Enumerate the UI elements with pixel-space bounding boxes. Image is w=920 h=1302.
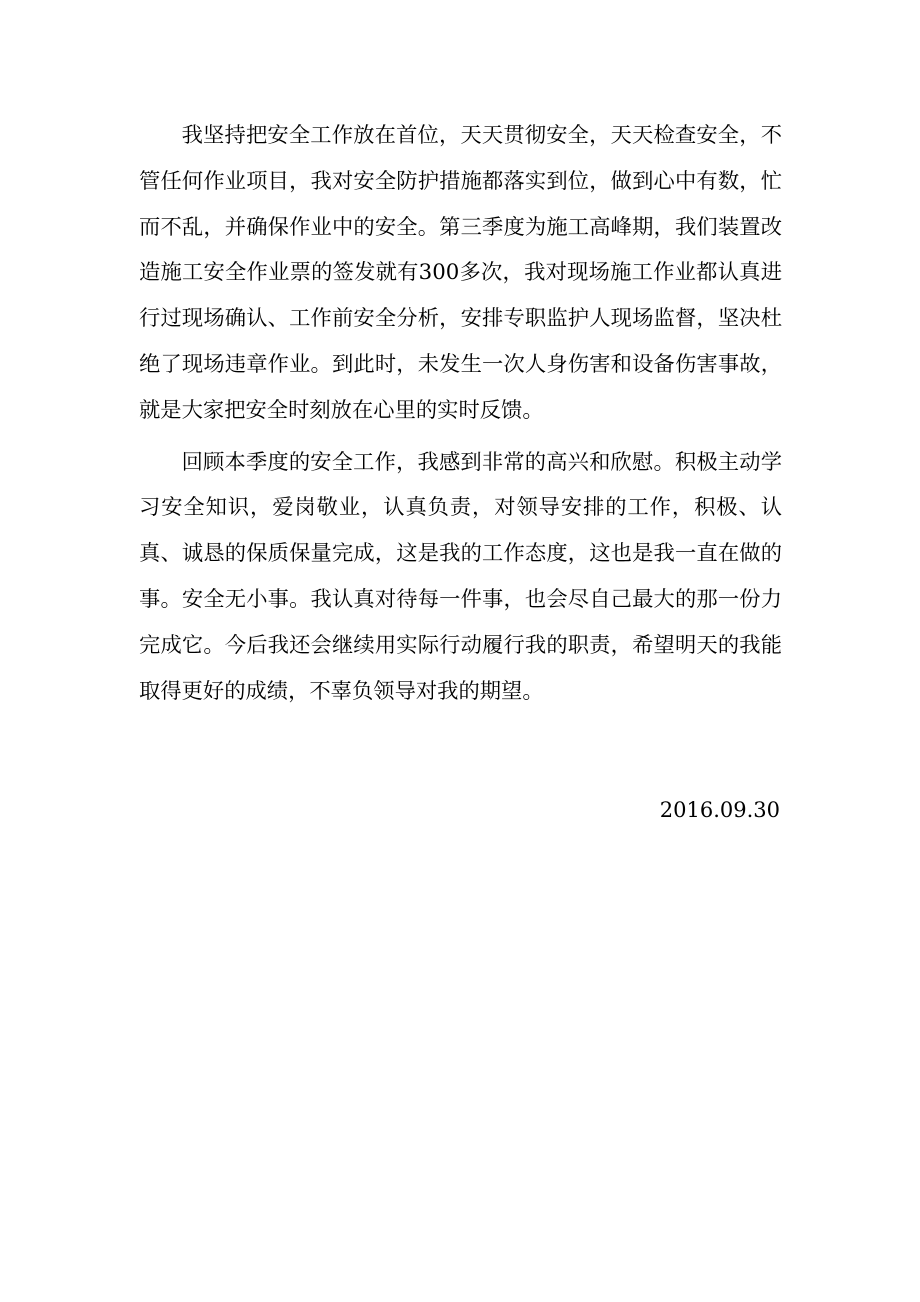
paragraph-quarter-review: 回顾本季度的安全工作，我感到非常的高兴和欣慰。积极主动学习安全知识，爱岗敬业，认真负责，对领导安排的工作，积极、认真、诚恳的保质保量完成，这是我的工作态度，这也是我一直在做的事。安全无小事。我认真对待每一件事，也会尽自己最大的那一份力完成它。今后我还会继续用实际行动履行我的职责，希望明天的我能取得更好的成绩，不辜负领导对我的期望。 [139,449,782,704]
document-date: 2016.09.30 [659,798,780,822]
document-body [139,113,782,720]
paragraph-safety-work: 我坚持把安全工作放在首位，天天贯彻安全，天天检查安全，不管任何作业项目，我对安全防护措施都落实到位，做到心中有数，忙而不乱，并确保作业中的安全。第三季度为施工高峰期，我们装置改造施工安全作业票的签发就有300多次，我对现场施工作业都认真进行过现场确认、工作前安全分析，安排专职监护人现场监督，坚决杜绝了现场违章作业。到此时，未发生一次人身伤害和设备伤害事故，就是大家把安全时刻放在心里的实时反馈。 [139,123,782,423]
